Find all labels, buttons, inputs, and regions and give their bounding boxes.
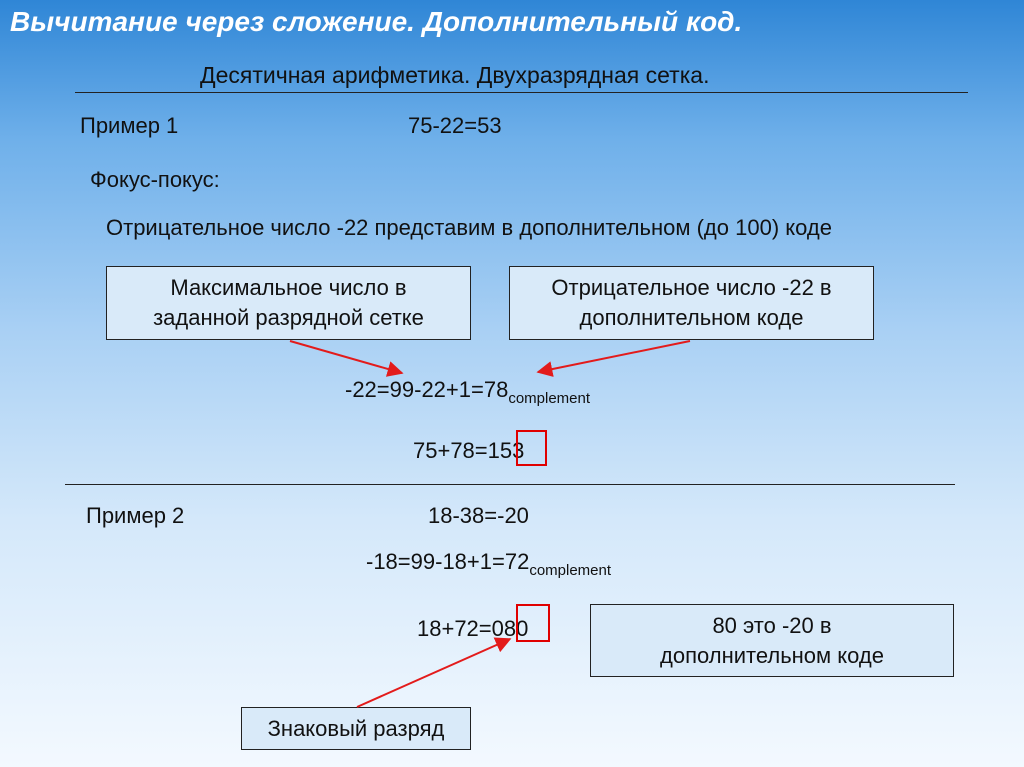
negative-complement-box-line1: Отрицательное число -22 в — [551, 275, 832, 300]
trick-label: Фокус-покус: — [90, 167, 220, 192]
example1-sum: 75+78=153 — [413, 438, 525, 463]
example1-complement-equation: $-22=99-22+1=78_{complement}$ — [345, 377, 591, 407]
example2-sum: 18+72=080 — [417, 616, 529, 641]
slide-subtitle: Десятичная арифметика. Двухразрядная сетка. — [200, 62, 710, 88]
complement-statement: Отрицательное число -22 представим в дополнительном (до 100) коде — [106, 215, 832, 240]
arrow-max-number — [290, 341, 402, 373]
example2-equation: 18-38=-20 — [428, 503, 529, 528]
arrow-sign-digit — [357, 639, 510, 707]
arrow-negative-complement — [538, 341, 690, 372]
max-number-box-line1: Максимальное число в — [170, 275, 407, 300]
example1-equation: 75-22=53 — [408, 113, 502, 138]
example2-label: Пример 2 — [86, 503, 185, 528]
sign-digit-label: Знаковый разряд — [267, 715, 445, 741]
max-number-box-line2: заданной разрядной сетке — [153, 305, 424, 330]
example1-label: Пример 1 — [80, 113, 179, 138]
negative-complement-box-line2: дополнительном коде — [579, 305, 804, 330]
result-explanation-line2: дополнительном коде — [660, 642, 884, 668]
example2-complement-equation: $-18=99-18+1=72_{complement}$ — [366, 549, 612, 579]
result-explanation-line1: 80 это -20 в — [712, 612, 832, 638]
slide-title: Вычитание через сложение. Дополнительный код. — [10, 6, 743, 37]
